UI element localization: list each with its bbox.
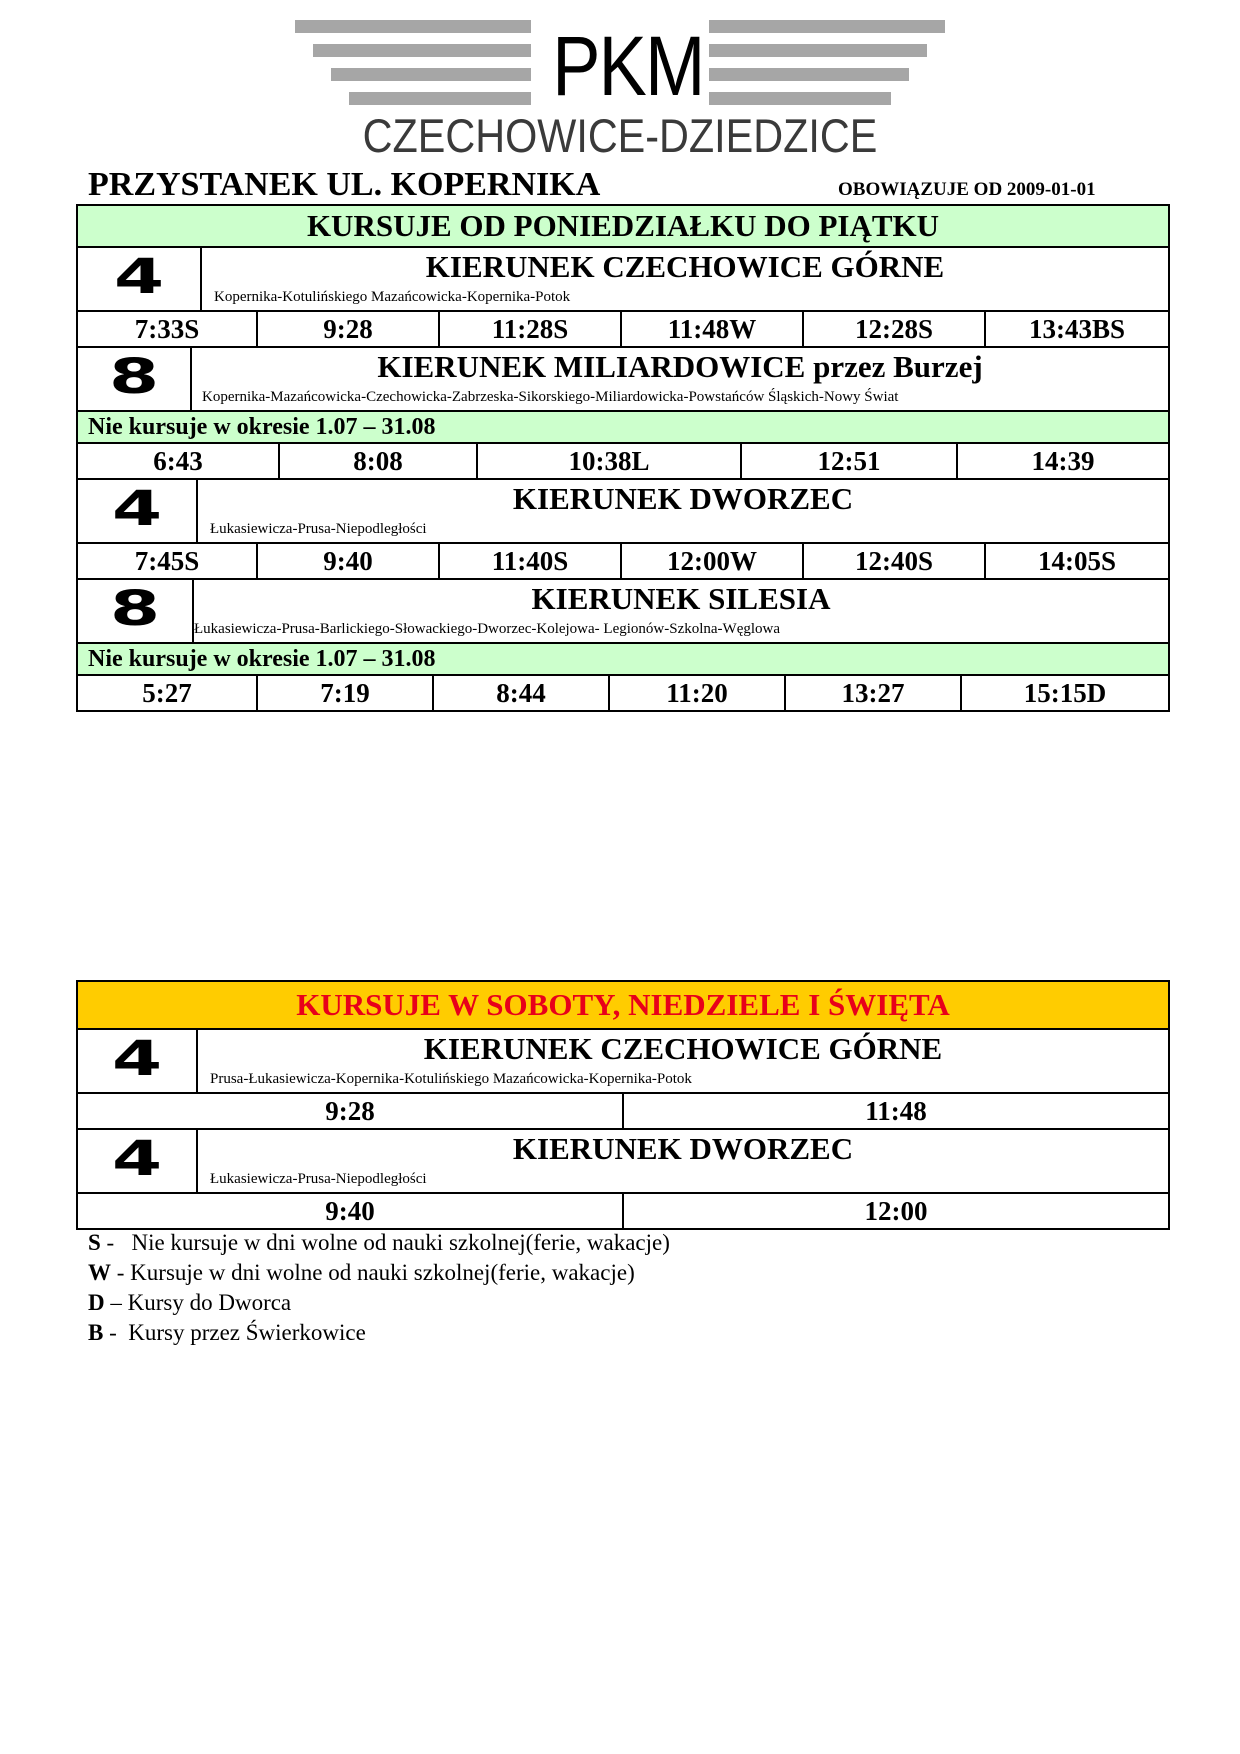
logo-stripe: [331, 68, 531, 81]
departure-time: 12:28S: [804, 312, 986, 346]
route-number: 8: [78, 580, 194, 642]
departure-time: 12:40S: [804, 544, 986, 578]
route-number: 4: [78, 1130, 198, 1192]
route-header: [78, 1030, 1168, 1094]
departure-time: 9:40: [78, 1194, 624, 1228]
departure-time: 12:00: [864, 1196, 928, 1226]
legend-item: [88, 1318, 670, 1348]
departure-time: 15:15D: [1023, 678, 1107, 708]
route-direction: KIERUNEK DWORZEC: [512, 1131, 854, 1166]
departure-time: 12:51: [742, 444, 958, 478]
stop-title: PRZYSTANEK UL. KOPERNIKA: [88, 166, 601, 203]
route-via: Łukasiewicza-Prusa-Barlickiego-Słowackiego-Dworzec-Kolejowa- Legionów-Szkolna-Węglowa: [194, 621, 781, 637]
weekday-timetable: [76, 204, 1170, 712]
route-via: Łukasiewicza-Prusa-Niepodległości: [210, 521, 427, 537]
departure-time: 11:48: [865, 1096, 927, 1126]
weekend-heading: KURSUJE W SOBOTY, NIEDZIELE I ŚWIĘTA: [78, 982, 1168, 1030]
route-header: [78, 248, 1168, 312]
departure-times: [78, 1094, 1168, 1130]
legend-code: D: [88, 1290, 105, 1315]
route-direction: KIERUNEK DWORZEC: [512, 481, 854, 516]
departure-time: 14:05S: [1037, 546, 1116, 576]
departure-time: 9:28: [258, 312, 440, 346]
route-direction: KIERUNEK CZECHOWICE GÓRNE: [423, 1031, 943, 1066]
route-direction: KIERUNEK SILESIA: [531, 581, 831, 616]
departure-time: 5:27: [78, 676, 258, 710]
route-via: Prusa-Łukasiewicza-Kopernika-Kotulińskiego Mazańcowicka-Kopernika-Potok: [210, 1071, 692, 1087]
route-header: [78, 1130, 1168, 1194]
legend: [88, 1228, 670, 1348]
departure-time: 13:27: [786, 676, 962, 710]
legend-text: Kursy do Dworca: [127, 1290, 292, 1315]
service-note: Nie kursuje w okresie 1.07 – 31.08: [78, 644, 1168, 676]
departure-time: 11:40S: [440, 544, 622, 578]
route-via: Łukasiewicza-Prusa-Niepodległości: [210, 1171, 427, 1187]
departure-time: 8:08: [280, 444, 478, 478]
legend-text: Kursuje w dni wolne od nauki szkolnej(ferie, wakacje): [130, 1260, 635, 1285]
legend-code: W: [88, 1260, 111, 1285]
departure-time: 9:28: [78, 1094, 624, 1128]
departure-times: [78, 312, 1168, 348]
logo-stripe: [295, 20, 531, 33]
route-via: Kopernika-Mazańcowicka-Czechowicka-Zabrzeska-Sikorskiego-Miliardowicka-Powstańców Śląskich-Nowy Świat: [202, 389, 899, 405]
weekend-timetable: [76, 980, 1170, 1230]
route-number: 4: [78, 1030, 198, 1092]
legend-code: B: [88, 1320, 104, 1345]
departure-times: [78, 676, 1168, 710]
route-number: 4: [78, 248, 202, 310]
legend-separator: -: [103, 1320, 129, 1345]
logo-stripe: [349, 92, 531, 105]
legend-separator: -: [100, 1230, 132, 1255]
weekday-heading: KURSUJE OD PONIEDZIAŁKU DO PIĄTKU: [78, 206, 1168, 248]
route-direction: KIERUNEK CZECHOWICE GÓRNE: [425, 249, 945, 284]
logo-stripe: [709, 92, 891, 105]
departure-time: 10:38L: [478, 444, 742, 478]
logo-brand: PKM: [552, 19, 704, 113]
valid-from: OBOWIĄZUJE OD 2009-01-01: [838, 179, 1096, 200]
departure-time: 7:33S: [78, 312, 258, 346]
departure-times: [78, 1194, 1168, 1228]
departure-time: 6:43: [78, 444, 280, 478]
logo-stripe: [709, 20, 945, 33]
departure-times: [78, 544, 1168, 580]
logo-stripe: [313, 44, 531, 57]
departure-times: [78, 444, 1168, 480]
route-number: 4: [78, 480, 198, 542]
logo-city: CZECHOWICE-DZIEDZICE: [362, 109, 878, 162]
departure-time: 7:45S: [78, 544, 258, 578]
legend-text: Nie kursuje w dni wolne od nauki szkolnej(ferie, wakacje): [131, 1230, 670, 1255]
departure-time: 11:28S: [440, 312, 622, 346]
legend-item: [88, 1258, 670, 1288]
departure-time: 14:39: [1031, 446, 1095, 476]
logo-stripe: [709, 44, 927, 57]
departure-time: 11:20: [610, 676, 786, 710]
departure-time: 13:43BS: [1028, 314, 1126, 344]
route-number: 8: [78, 348, 192, 410]
route-header: [78, 580, 1168, 644]
service-note: Nie kursuje w okresie 1.07 – 31.08: [78, 412, 1168, 444]
legend-separator: –: [104, 1290, 128, 1315]
departure-time: 8:44: [434, 676, 610, 710]
legend-text: Kursy przez Świerkowice: [128, 1320, 366, 1345]
departure-time: 11:48W: [622, 312, 804, 346]
legend-separator: -: [111, 1260, 131, 1285]
departure-time: 9:40: [258, 544, 440, 578]
logo-stripe: [709, 68, 909, 81]
pkm-logo: [295, 18, 945, 162]
departure-time: 12:00W: [622, 544, 804, 578]
departure-time: 7:19: [258, 676, 434, 710]
legend-code: S: [88, 1230, 101, 1255]
legend-item: [88, 1228, 670, 1258]
legend-item: [88, 1288, 670, 1318]
route-via: Kopernika-Kotulińskiego Mazańcowicka-Kopernika-Potok: [214, 289, 571, 305]
route-header: [78, 480, 1168, 544]
route-direction: KIERUNEK MILIARDOWICE przez Burzej: [377, 349, 983, 384]
route-header: [78, 348, 1168, 412]
